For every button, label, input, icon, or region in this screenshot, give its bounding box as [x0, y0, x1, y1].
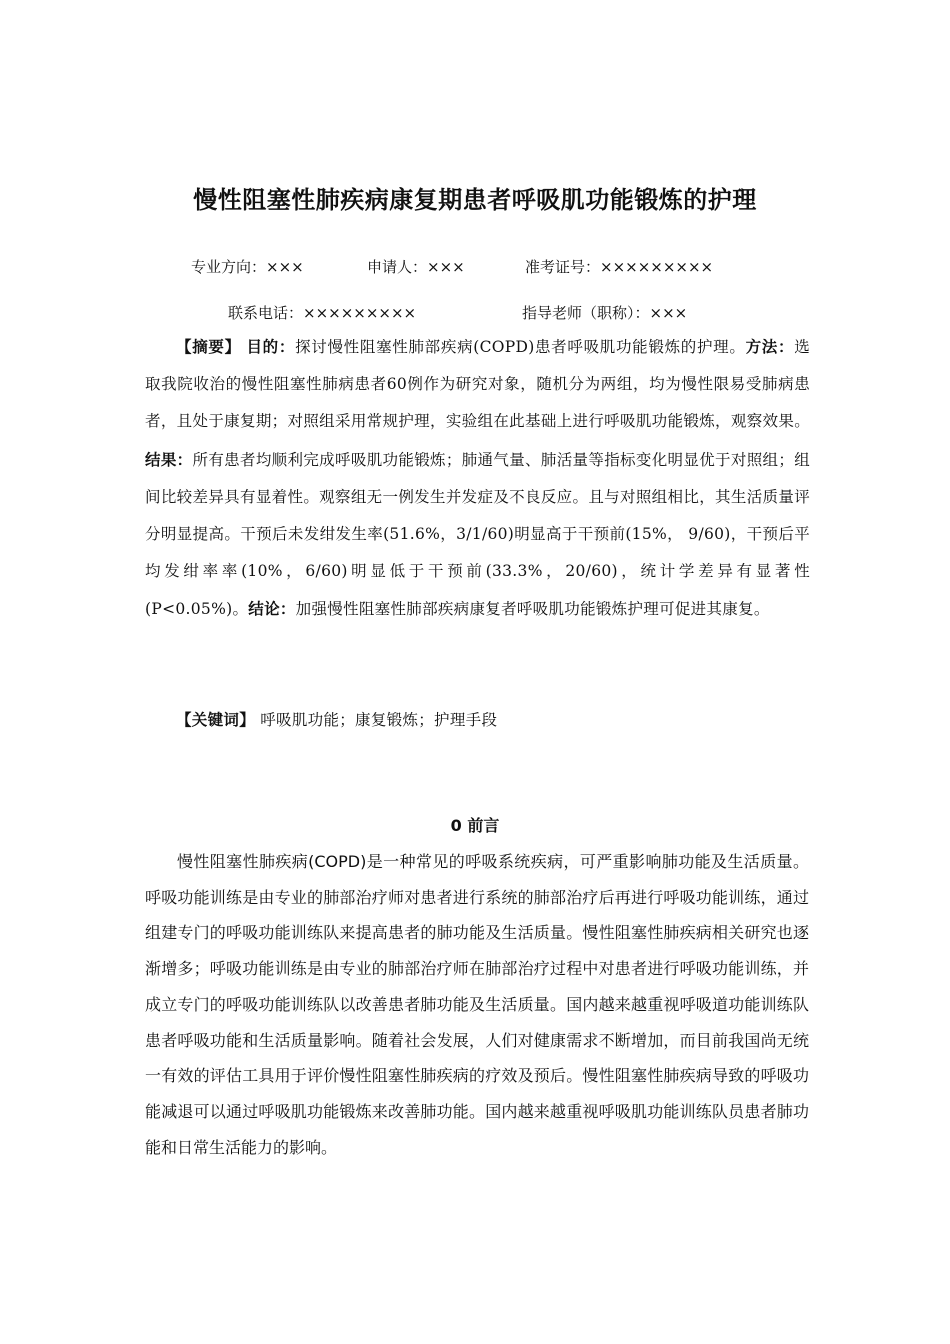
keywords	[145, 701, 810, 739]
paper-title: 慢性阻塞性肺疾病康复期患者呼吸肌功能锻炼的护理	[193, 186, 757, 214]
abstract-heading: 【摘要】	[176, 337, 241, 356]
method-text: 选取我院收治的慢性阻塞性肺病患者60例作为研究对象，随机分为两组，均为慢性限易受肺病患者，且处于康复期；对照组采用常规护理，实验组在此基础上进行呼吸肌功能锻炼，观察效果。	[145, 338, 811, 431]
purpose-text: 探讨慢性阻塞性肺部疾病(COPD)患者呼吸肌功能锻炼的护理。	[295, 338, 746, 356]
intro-paragraph: 慢性阻塞性肺疾病(COPD)是一种常见的呼吸系统疾病，可严重影响肺功能及生活质量。呼吸功能训练是由专业的肺部治疗师对患者进行系统的肺部治疗后再进行呼吸功能训练，通过组建专门的呼吸功能训练队来提高患者的肺功能及生活质量。慢性阻塞性肺疾病相关研究也逐渐增多；呼吸功能训练是由专业的肺部治疗师在肺部治疗过程中对患者进行呼吸功能训练，并成立专门的呼吸功能训练队以改善患者肺功能及生活质量。国内越来越重视呼吸道功能训练队患者呼吸功能和生活质量影响。随着社会发展，人们对健康需求不断增加，而目前我国尚无统一有效的评估工具用于评价慢性阻塞性肺疾病的疗效及预后。慢性阻塞性肺疾病导致的呼吸功能减退可以通过呼吸肌功能锻炼来改善肺功能。国内越来越重视呼吸肌功能训练队员患者肺功能和日常生活能力的影响。	[145, 852, 809, 1157]
result-label: 结果：	[145, 449, 193, 469]
conclusion-label: 结论：	[248, 599, 296, 619]
major-field: 专业方向：×××	[191, 258, 304, 276]
keywords-heading: 【关键词】	[176, 710, 256, 729]
advisor-field: 指导老师（职称）：×××	[522, 304, 688, 322]
section-heading: 0 前言	[450, 816, 500, 835]
abstract	[145, 328, 810, 629]
purpose-label: 目的：	[246, 337, 296, 356]
conclusion-text: 加强慢性阻塞性肺部疾病康复者呼吸肌功能锻炼护理可促进其康复。	[295, 600, 770, 619]
phone-field: 联系电话：×××××××××	[228, 304, 417, 322]
applicant-field: 申请人：×××	[367, 258, 465, 276]
meta-row-1	[0, 256, 950, 284]
method-label: 方法：	[745, 337, 795, 356]
exam-id-field: 准考证号：×××××××××	[525, 258, 714, 276]
result-text: 所有患者均顺利完成呼吸肌功能锻炼；肺通气量、肺活量等指标变化明显优于对照组；组间比较差异具有显着性。观察组无一例发生并发症及不良反应。且与对照组相比，其生活质量评分明显提高。干预后未发绀发生率(51.6%，3/1/60)明显高于干预前(15%， 9/60)，干预后平均发绀率率(10%，6/60)明显低于干预前(33.3%，20/60)，统计学差异有显著性(P<0.05%)。	[145, 450, 811, 619]
meta-row-2	[0, 302, 950, 330]
keywords-text: 呼吸肌功能；康复锻炼；护理手段	[260, 711, 498, 729]
